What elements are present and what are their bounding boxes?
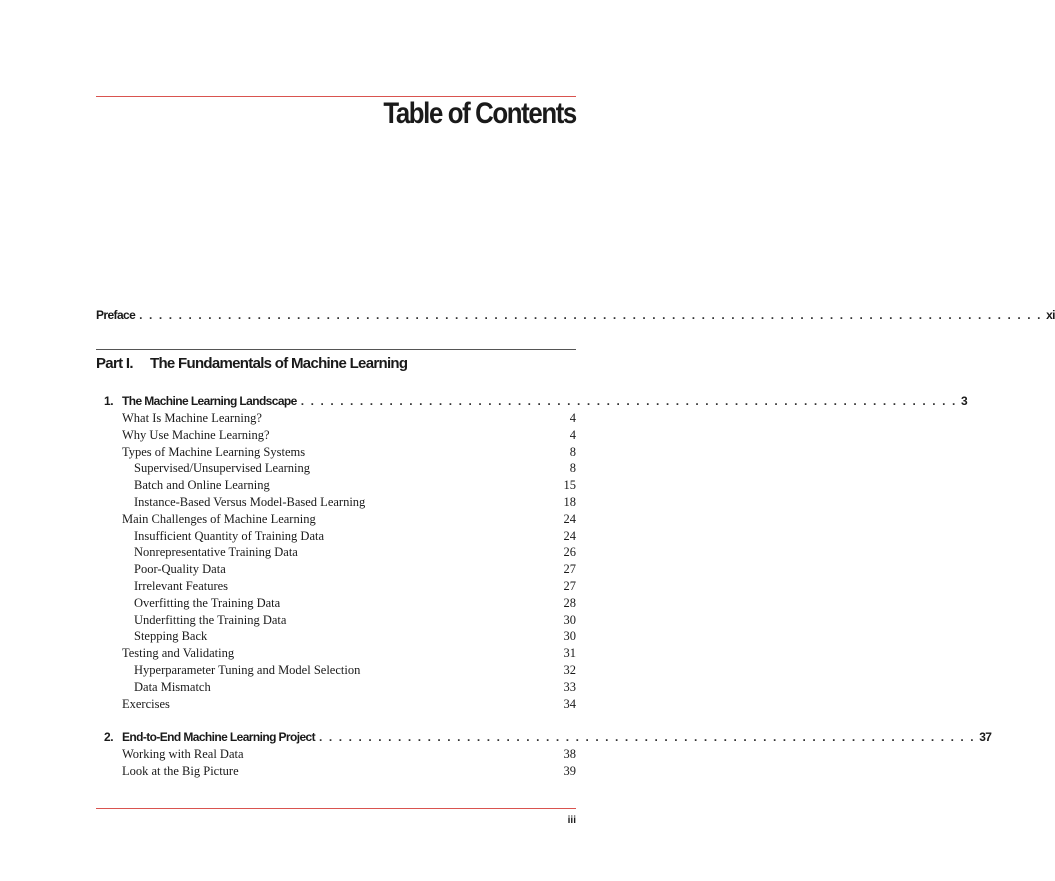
toc-section-title[interactable]: Testing and Validating <box>122 646 235 661</box>
toc-section-title[interactable]: Batch and Online Learning <box>134 478 270 493</box>
dot-leader: . . . . . . . . . . . . . . . . . . . . . . . . . . . . . . . . . . . . . . . . . . . . . . . . . . . . . . . . . . . . . . . . . . . . . . . . . . . . . . . . . . . . . . . . . . . . <box>139 308 1043 322</box>
toc-section-title[interactable]: Data Mismatch <box>134 679 211 694</box>
toc-section-page: 32 <box>563 663 576 677</box>
chapter-page: 3 <box>960 394 968 408</box>
toc-section-title[interactable]: Insufficient Quantity of Training Data <box>134 528 325 543</box>
toc-section-page: 30 <box>563 629 576 644</box>
preface-page: xi <box>1046 308 1055 322</box>
toc-section-title[interactable]: Look at the Big Picture <box>122 763 239 778</box>
toc-section-title[interactable]: Working with Real Data <box>122 747 244 761</box>
page-title: Table of Contents <box>383 97 576 130</box>
part-number: Part I. <box>96 355 133 372</box>
toc-entry-chapter-2[interactable] <box>122 730 992 744</box>
toc-section-title[interactable]: Stepping Back <box>134 629 208 644</box>
chapter-title: The Machine Learning Landscape <box>122 394 297 408</box>
part-heading <box>96 355 407 372</box>
chapter-title: End-to-End Machine Learning Project <box>122 730 316 744</box>
toc-section-page: 30 <box>563 612 576 627</box>
toc-entry-preface[interactable] <box>96 308 1055 322</box>
toc-section-page: 28 <box>563 595 576 610</box>
toc-section-title[interactable]: Hyperparameter Tuning and Model Selection <box>134 663 361 677</box>
toc-section-page: 4 <box>569 411 576 425</box>
toc-section-title[interactable]: What Is Machine Learning? <box>122 411 262 425</box>
toc-section-page: 15 <box>563 478 576 493</box>
toc-section-title[interactable]: Main Challenges of Machine Learning <box>122 511 316 526</box>
toc-section-page: 4 <box>569 427 576 442</box>
preface-label: Preface <box>96 308 136 322</box>
toc-section-page: 24 <box>563 511 576 526</box>
toc-section-title[interactable]: Overfitting the Training Data <box>134 595 281 610</box>
chapter-number: 1. <box>104 394 114 408</box>
part-title: The Fundamentals of Machine Learning <box>150 355 408 372</box>
toc-section-title[interactable]: Types of Machine Learning Systems <box>122 444 306 459</box>
toc-section-page: 33 <box>563 679 576 694</box>
chapter-page: 37 <box>979 730 992 744</box>
toc-section-page: 26 <box>563 545 576 560</box>
part-rule <box>96 349 576 350</box>
chapter-number: 2. <box>104 730 114 744</box>
toc-section-page: 27 <box>563 579 576 593</box>
toc-section-title[interactable]: Exercises <box>122 696 170 711</box>
toc-section-page: 39 <box>563 763 576 778</box>
toc-section-page: 18 <box>563 495 576 509</box>
toc-section-title[interactable]: Nonrepresentative Training Data <box>134 545 298 560</box>
toc-section-title[interactable]: Irrelevant Features <box>134 579 229 593</box>
toc-section-page: 8 <box>569 461 576 476</box>
dot-leader: . . . . . . . . . . . . . . . . . . . . . . . . . . . . . . . . . . . . . . . . . . . . . . . . . . . . . . . . . . . . . . . . . . . <box>300 394 957 408</box>
toc-section-page: 31 <box>563 646 576 661</box>
toc-section-page: 27 <box>563 562 576 577</box>
toc-section-page: 8 <box>569 444 576 459</box>
toc-section-title[interactable]: Instance-Based Versus Model-Based Learning <box>134 495 366 509</box>
bottom-rule <box>96 808 576 809</box>
toc-section-page: 38 <box>563 747 576 761</box>
toc-entry-chapter-1[interactable] <box>122 394 968 408</box>
toc-section-title[interactable]: Supervised/Unsupervised Learning <box>134 461 311 476</box>
dot-leader: . . . . . . . . . . . . . . . . . . . . . . . . . . . . . . . . . . . . . . . . . . . . . . . . . . . . . . . . . . . . . . . . . . . <box>319 730 976 744</box>
page-folio: iii <box>567 815 576 826</box>
toc-section-title[interactable]: Underfitting the Training Data <box>134 612 287 627</box>
toc-section-page: 34 <box>563 696 576 711</box>
toc-section-title[interactable]: Why Use Machine Learning? <box>122 427 270 442</box>
toc-section-page: 24 <box>563 528 576 543</box>
toc-section-title[interactable]: Poor-Quality Data <box>134 562 226 577</box>
